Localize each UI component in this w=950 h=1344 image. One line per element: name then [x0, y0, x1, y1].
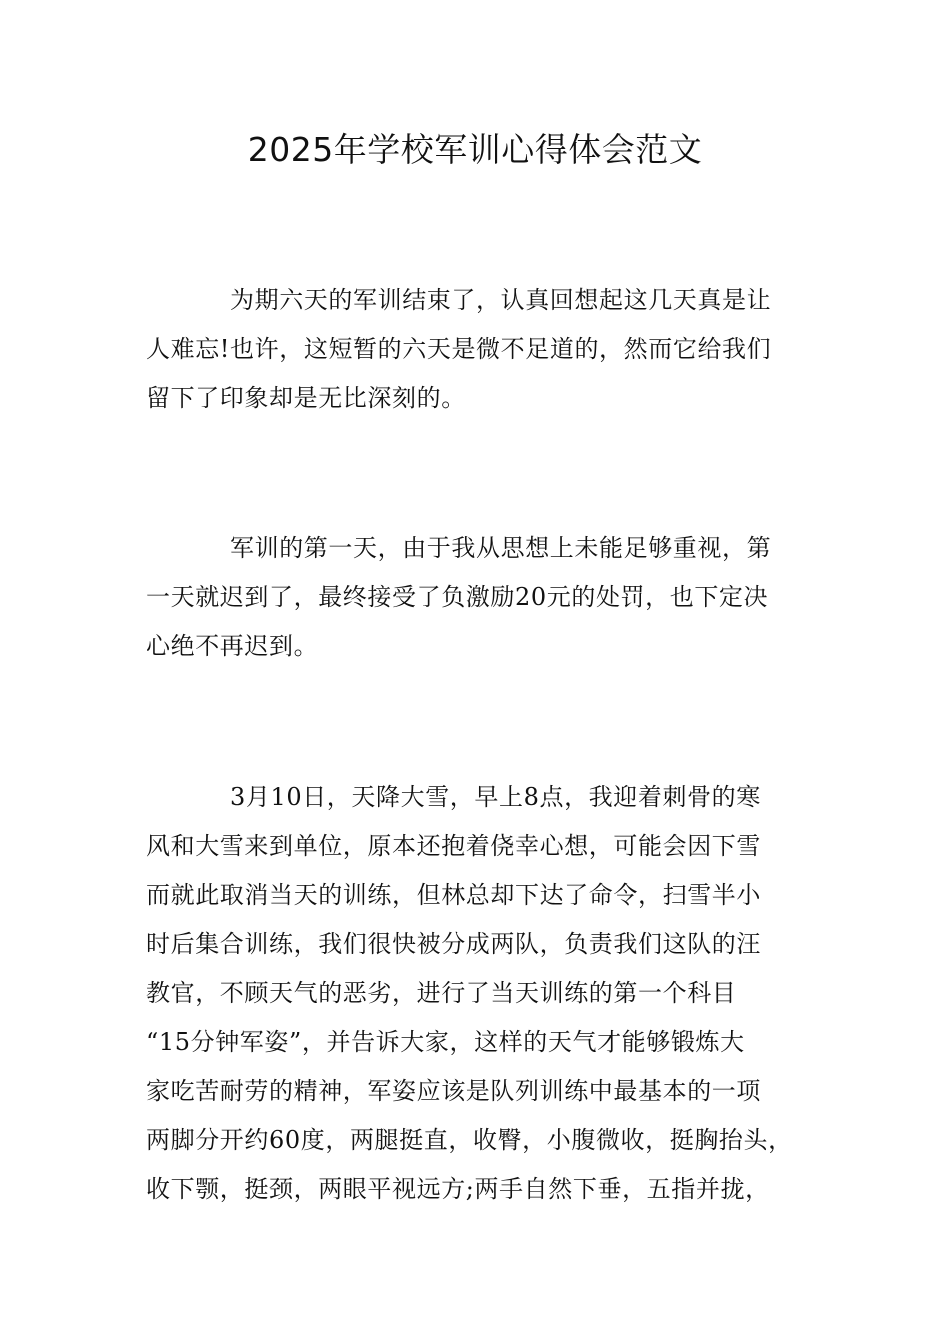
paragraph-line: 而就此取消当天的训练，但林总却下达了命令，扫雪半小	[146, 881, 761, 909]
paragraph-line: 3月10日，天降大雪，早上8点，我迎着刺骨的寒	[230, 783, 761, 811]
document-title: 2025年学校军训心得体会范文	[247, 130, 703, 169]
paragraph-line: 时后集合训练，我们很快被分成两队，负责我们这队的汪	[146, 930, 761, 958]
paragraph-line: 风和大雪来到单位，原本还抱着侥幸心想，可能会因下雪	[146, 832, 761, 860]
paragraph-line: 人难忘!也许，这短暂的六天是微不足道的，然而它给我们	[146, 335, 772, 363]
paragraph-1	[146, 276, 826, 423]
paragraph-line: 心绝不再迟到。	[146, 632, 319, 660]
paragraph-line: 留下了印象却是无比深刻的。	[146, 384, 466, 412]
paragraph-line: 教官，不顾天气的恶劣，进行了当天训练的第一个科目	[146, 979, 737, 1007]
paragraph-3	[146, 773, 826, 1214]
paragraph-line: 一天就迟到了，最终接受了负激励20元的处罚，也下定决	[146, 583, 769, 611]
paragraph-line: 家吃苦耐劳的精神，军姿应该是队列训练中最基本的一项	[146, 1077, 761, 1105]
paragraph-line: 为期六天的军训结束了，认真回想起这几天真是让	[230, 286, 772, 314]
paragraph-line: 两脚分开约60度，两腿挺直，收臀，小腹微收，挺胸抬头，	[146, 1126, 793, 1154]
paragraph-line: 收下颚，挺颈，两眼平视远方;两手自然下垂，五指并拢，	[146, 1175, 770, 1203]
paragraph-line: 军训的第一天，由于我从思想上未能足够重视，第	[230, 534, 772, 562]
paragraph-2	[146, 524, 826, 671]
paragraph-line: “15分钟军姿”，并告诉大家，这样的天气才能够锻炼大	[146, 1028, 745, 1056]
